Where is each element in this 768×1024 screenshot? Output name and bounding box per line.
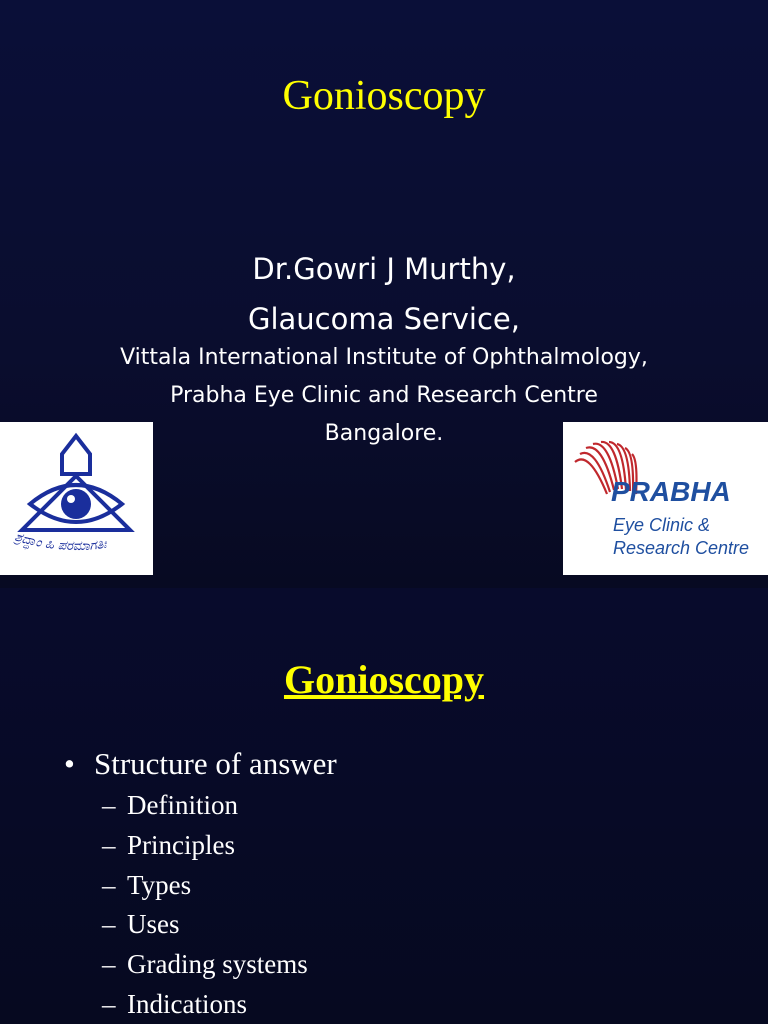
author-institute: Vittala International Institute of Ophthalmology, [120, 345, 648, 370]
svg-text:ಶ್ರದ್ಧಾಂ ಹಿ ಪರಮಾಗತಿಃ [13, 529, 109, 554]
author-service: Glaucoma Service, [247, 302, 520, 336]
content-slide [0, 588, 768, 1024]
sub-item-text: Definition [127, 790, 238, 820]
sub-item-text: Principles [127, 830, 235, 860]
author-name: Dr.Gowri J Murthy, [252, 252, 516, 286]
author-clinic: Prabha Eye Clinic and Research Centre [170, 383, 598, 408]
slide-title: Gonioscopy [282, 73, 486, 119]
logo-motto: ಶ್ರದ್ಧಾಂ ಹಿ ಪರಮಾಗತಿಃ [12, 529, 108, 555]
dash-symbol: – [102, 989, 116, 1019]
sub-item-text: Types [127, 870, 192, 900]
dash-symbol: – [102, 830, 116, 860]
sub-item [102, 830, 235, 861]
bullet-symbol: • [64, 746, 75, 781]
author-city: Bangalore. [324, 421, 444, 446]
content-title: Gonioscopy [283, 657, 485, 702]
prabha-subtitle-2: Research Centre [613, 538, 750, 558]
sub-item [102, 790, 238, 821]
vittala-logo [0, 422, 153, 575]
dash-symbol: – [102, 870, 116, 900]
sub-item-text: Uses [127, 909, 180, 939]
eye-emblem-icon [0, 422, 153, 575]
sub-item [102, 949, 308, 980]
prabha-subtitle-1: Eye Clinic & [613, 515, 711, 535]
dash-symbol: – [102, 909, 116, 939]
dash-symbol: – [102, 949, 116, 979]
sub-item [102, 989, 247, 1020]
sub-item-text: Grading systems [127, 949, 308, 979]
sub-item-text: Indications [127, 989, 247, 1019]
sub-item [102, 909, 180, 940]
bullet-item [64, 746, 337, 782]
dash-symbol: – [102, 790, 116, 820]
prabha-logo [563, 422, 768, 575]
bullet-text: Structure of answer [94, 746, 337, 781]
sub-item [102, 870, 191, 901]
prabha-name: PRABHA [611, 476, 731, 507]
